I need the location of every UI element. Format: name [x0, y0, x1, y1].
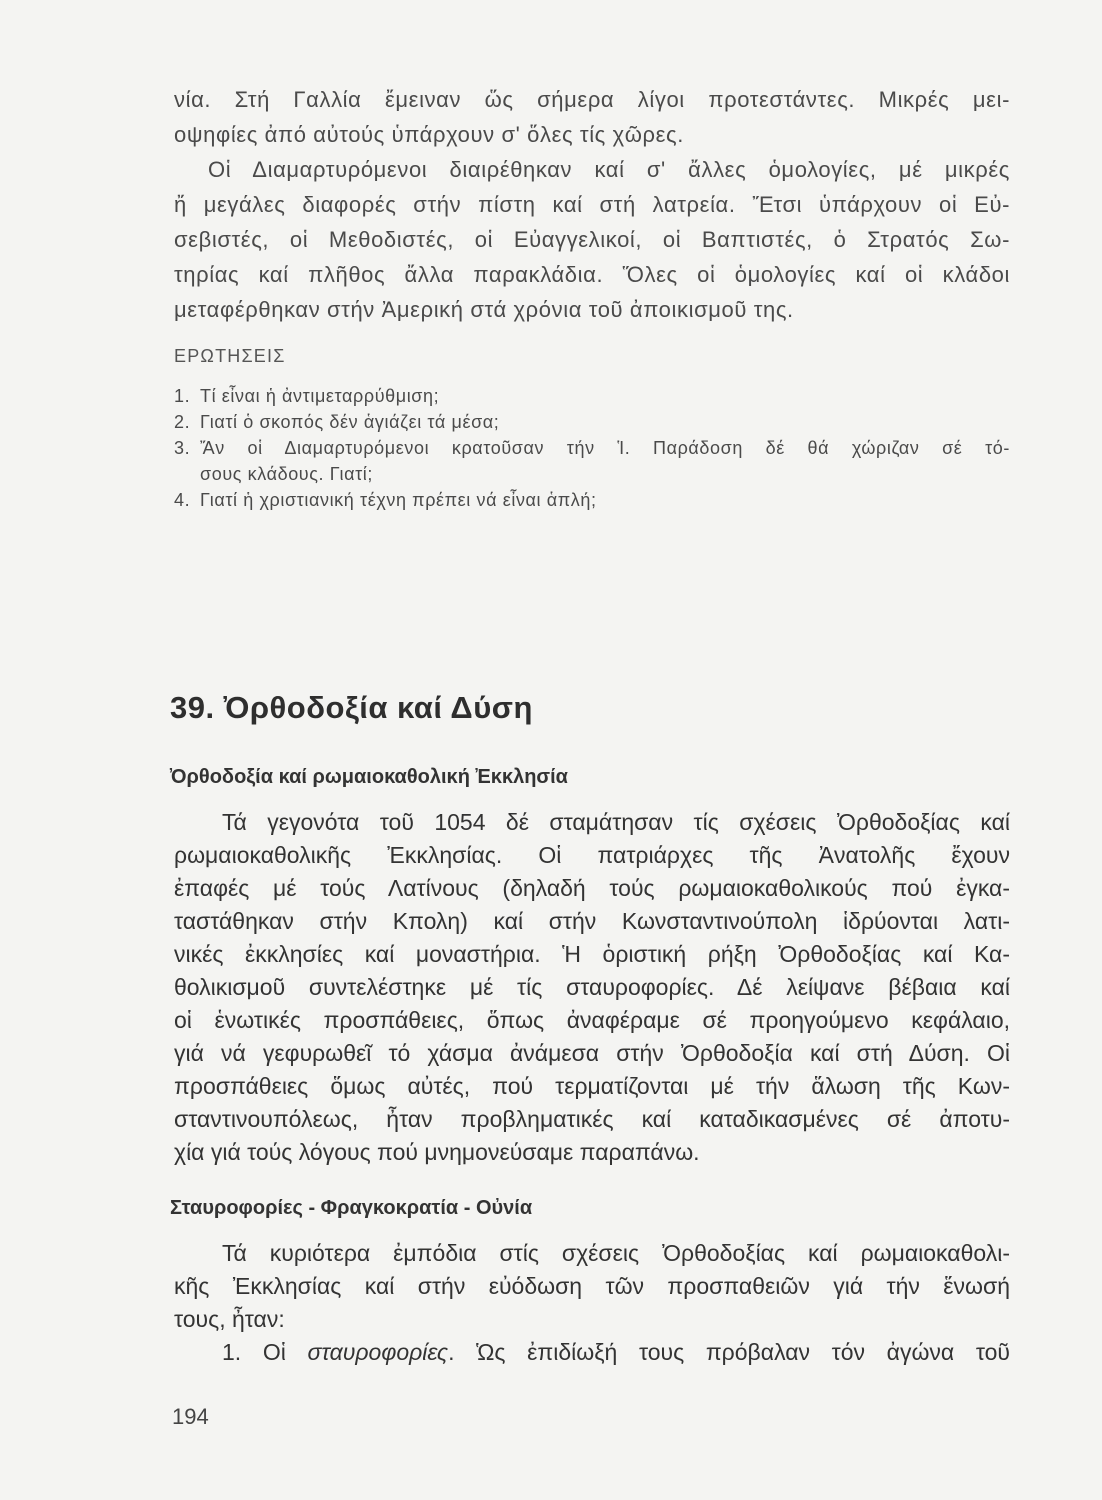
- text-line: ταστάθηκαν στήν Κπολη) καί στήν Κωνσταντινούπολη ἱδρύονται λατι-: [174, 908, 1010, 934]
- text-line: οψηφίες ἀπό αὐτούς ὑπάρχουν σ' ὅλες τίς χῶρες.: [174, 122, 684, 147]
- questions-heading: ΕΡΩΤΗΣΕΙΣ: [174, 346, 286, 366]
- question-text: Τί εἶναι ἡ ἀντιμεταρρύθμιση;: [200, 386, 440, 406]
- question-item: [174, 409, 1010, 435]
- text-line: οἱ ἑνωτικές προσπάθειες, ὅπως ἀναφέραμε σέ προηγούμενο κεφάλαιο,: [174, 1007, 1010, 1033]
- text-line: τηρίας καί πλῆθος ἄλλα παρακλάδια. Ὅλες οἱ ὁμολογίες καί οἱ κλάδοι: [174, 262, 1010, 287]
- question-text: Γιατί ὁ σκοπός δέν ἁγιάζει τά μέσα;: [200, 412, 500, 432]
- text-line: σεβιστές, οἱ Μεθοδιστές, οἱ Εὐαγγελικοί, οἱ Βαπτιστές, ὁ Στρατός Σω-: [174, 227, 1010, 252]
- text-line: ἐπαφές μέ τούς Λατίνους (δηλαδή τούς ρωμαιοκαθολικούς πού ἐγκα-: [174, 875, 1010, 901]
- question-number: 1.: [174, 386, 191, 406]
- section-heading: Σταυροφορίες - Φραγκοκρατία - Οὐνία: [170, 1197, 533, 1219]
- list-item-line: [174, 1336, 1010, 1369]
- question-text: Ἄν οἱ Διαμαρτυρόμενοι κρατοῦσαν τήν Ἱ. Παράδοση δέ θά χώριζαν σέ τό-: [200, 438, 1010, 458]
- text-line: μεταφέρθηκαν στήν Ἀμερική στά χρόνια τοῦ ἀποικισμοῦ της.: [174, 297, 794, 322]
- text-line: νικές ἐκκλησίες καί μοναστήρια. Ἡ ὁριστική ρήξη Ὀρθοδοξίας καί Κα-: [174, 941, 1010, 967]
- questions-list: [174, 383, 1010, 513]
- text-line: προσπάθειες ὅμως αὐτές, πού τερματίζονται μέ τήν ἅλωση τῆς Κων-: [174, 1073, 1010, 1099]
- question-text: Γιατί ἡ χριστιανική τέχνη πρέπει νά εἶναι ἁπλή;: [200, 490, 597, 510]
- page-number: 194: [172, 1404, 209, 1429]
- intro-paragraph: [174, 82, 1010, 327]
- section-paragraph: [174, 1237, 1010, 1369]
- text-line: Τά γεγονότα τοῦ 1054 δέ σταμάτησαν τίς σχέσεις Ὀρθοδοξίας καί: [222, 809, 1010, 835]
- question-number: 2.: [174, 412, 191, 432]
- list-item-rest: . Ὡς ἐπιδίωξή τους πρόβαλαν τόν ἀγώνα τοῦ: [448, 1339, 1010, 1365]
- chapter-title: 39. Ὀρθοδοξία καί Δύση: [170, 690, 533, 725]
- question-number: 4.: [174, 490, 191, 510]
- text-line: χία γιά τούς λόγους πού μνημονεύσαμε παραπάνω.: [174, 1139, 700, 1165]
- text-line: τους, ἦταν:: [174, 1306, 285, 1332]
- text-line: Οἱ Διαμαρτυρόμενοι διαιρέθηκαν καί σ' ἄλλες ὁμολογίες, μέ μικρές: [208, 157, 1010, 182]
- question-item: [174, 383, 1010, 409]
- question-item: [174, 487, 1010, 513]
- section-paragraph: [174, 806, 1010, 1169]
- text-line: γιά νά γεφυρωθεῖ τό χάσμα ἀνάμεσα στήν Ὀρθοδοξία καί στή Δύση. Οἱ: [174, 1040, 1010, 1066]
- text-line: Τά κυριότερα ἐμπόδια στίς σχέσεις Ὀρθοδοξίας καί ρωμαιοκαθολι-: [222, 1240, 1010, 1266]
- question-item: [174, 435, 1010, 487]
- list-item-emphasis: σταυροφορίες: [307, 1339, 449, 1365]
- question-text: σους κλάδους. Γιατί;: [200, 464, 373, 484]
- list-item-prefix: 1. Οἱ: [222, 1339, 308, 1365]
- question-number: 3.: [174, 438, 191, 458]
- text-line: θολικισμοῦ συντελέστηκε μέ τίς σταυροφορίες. Δέ λείψανε βέβαια καί: [174, 974, 1010, 1000]
- text-line: ρωμαιοκαθολικῆς Ἐκκλησίας. Οἱ πατριάρχες τῆς Ἀνατολῆς ἔχουν: [174, 842, 1010, 868]
- section-heading: Ὀρθοδοξία καί ρωμαιοκαθολική Ἐκκλησία: [170, 766, 568, 788]
- text-line: ἤ μεγάλες διαφορές στήν πίστη καί στή λατρεία. Ἔτσι ὑπάρχουν οἱ Εὐ-: [174, 192, 1010, 217]
- text-line: κῆς Ἐκκλησίας καί στήν εὐόδωση τῶν προσπαθειῶν γιά τήν ἕνωσή: [174, 1273, 1010, 1299]
- text-line: σταντινουπόλεως, ἦταν προβληματικές καί καταδικασμένες σέ ἀποτυ-: [174, 1106, 1010, 1132]
- text-line: νία. Στή Γαλλία ἔμειναν ὥς σήμερα λίγοι προτεστάντες. Μικρές μει-: [174, 87, 1010, 112]
